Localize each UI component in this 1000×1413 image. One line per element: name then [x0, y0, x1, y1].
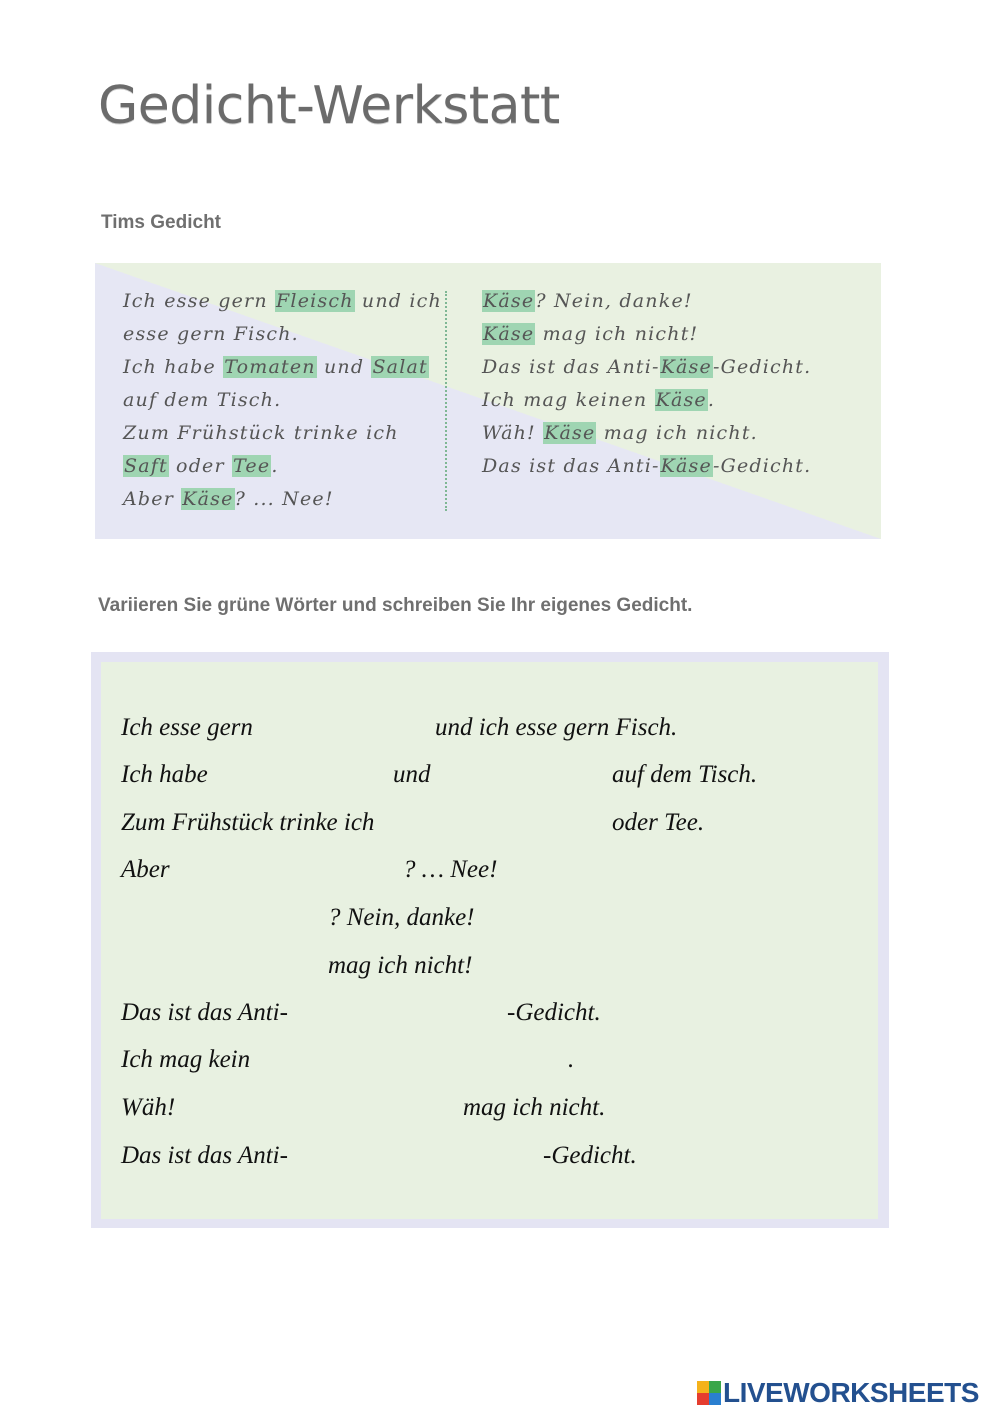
- poem-text: .: [271, 455, 279, 477]
- poem-line: [123, 351, 442, 384]
- poem-line: [482, 417, 811, 450]
- exercise-line-2-start: Ich habe: [121, 761, 208, 788]
- poem-line: [123, 483, 442, 516]
- poem-line: [482, 285, 811, 318]
- poem-text: ? ... Nee!: [234, 488, 334, 510]
- poem-text: oder: [168, 455, 233, 477]
- logo-icon-cell: [697, 1381, 709, 1393]
- logo-text: LIVEWORKSHEETS: [723, 1377, 979, 1408]
- exercise-line-4-end: ? … Nee!: [403, 856, 498, 883]
- page-title: Gedicht-Werkstatt: [98, 76, 560, 136]
- instruction-text: Variieren Sie grüne Wörter und schreiben Sie Ihr eigenes Gedicht.: [98, 595, 693, 616]
- poem-text: Ich esse gern: [123, 290, 276, 312]
- highlighted-word: Käse: [660, 356, 712, 378]
- poem-text: mag ich nicht.: [596, 422, 758, 444]
- poem-line: [482, 450, 811, 483]
- exercise-line-8-start: Ich mag kein: [121, 1046, 251, 1073]
- poem-line: [123, 318, 442, 351]
- poem-text: .: [707, 389, 716, 411]
- exercise-inner: [101, 662, 878, 1219]
- poem-text: Ich habe: [123, 356, 224, 378]
- poem-right-column: [482, 285, 811, 483]
- exercise-line-5-end: ? Nein, danke!: [328, 904, 475, 931]
- poem-line: [482, 318, 811, 351]
- poem-text: Zum Frühstück trinke ich: [123, 422, 399, 444]
- poem-text: Wäh!: [482, 422, 544, 444]
- highlighted-word: Fleisch: [276, 290, 354, 312]
- logo-icon: [697, 1381, 721, 1405]
- poem-line: [482, 351, 811, 384]
- exercise-line-1-start: Ich esse gern: [121, 714, 253, 741]
- exercise-line-9-end: mag ich nicht.: [463, 1094, 606, 1121]
- poem-line: [482, 384, 811, 417]
- poem-text: Das ist das Anti-: [482, 455, 660, 477]
- highlighted-word: Käse: [544, 422, 596, 444]
- highlighted-word: Salat: [372, 356, 428, 378]
- highlighted-word: Tee: [233, 455, 271, 477]
- exercise-line-2-mid: und: [393, 761, 431, 788]
- exercise-line-4-start: Aber: [121, 856, 170, 883]
- poem-line: [123, 450, 442, 483]
- poem-text: Das ist das Anti-: [482, 356, 660, 378]
- poem-line: [123, 417, 442, 450]
- poem-line: [123, 384, 442, 417]
- poem-text: und: [316, 356, 372, 378]
- highlighted-word: Käse: [483, 323, 535, 345]
- poem-text: Ich mag keinen: [482, 389, 655, 411]
- poem-text: esse gern Fisch.: [123, 323, 299, 345]
- poem-text: auf dem Tisch.: [123, 389, 282, 411]
- highlighted-word: Saft: [124, 455, 168, 477]
- exercise-line-3-start: Zum Frühstück trinke ich: [121, 809, 375, 836]
- poem-text: ? Nein, danke!: [535, 290, 693, 312]
- poem-text: mag ich nicht!: [535, 323, 699, 345]
- exercise-line-9-start: Wäh!: [121, 1094, 176, 1121]
- liveworksheets-logo: [697, 1376, 979, 1410]
- exercise-line-3-end: oder Tee.: [612, 809, 705, 836]
- logo-icon-cell: [709, 1381, 721, 1393]
- highlighted-word: Käse: [655, 389, 707, 411]
- logo-icon-cell: [697, 1393, 709, 1405]
- poem-text: Aber: [123, 488, 182, 510]
- highlighted-word: Käse: [660, 455, 712, 477]
- exercise-box: [91, 652, 889, 1228]
- highlighted-word: Käse: [182, 488, 234, 510]
- poem-text: -Gedicht.: [712, 455, 812, 477]
- exercise-line-10-start: Das ist das Anti-: [121, 1142, 288, 1169]
- poem-left-column: [123, 285, 442, 516]
- poem-subtitle: Tims Gedicht: [101, 212, 222, 233]
- example-poem-box: [95, 263, 881, 539]
- highlighted-word: Tomaten: [224, 356, 316, 378]
- highlighted-word: Käse: [483, 290, 535, 312]
- poem-text: und ich: [354, 290, 442, 312]
- exercise-line-7-start: Das ist das Anti-: [121, 999, 288, 1026]
- exercise-line-6-end: mag ich nicht!: [328, 952, 473, 979]
- exercise-line-10-end: -Gedicht.: [543, 1142, 637, 1169]
- exercise-line-2-end: auf dem Tisch.: [612, 761, 758, 788]
- poem-divider: [445, 291, 447, 511]
- logo-icon-cell: [709, 1393, 721, 1405]
- exercise-line-8-end: .: [568, 1046, 575, 1073]
- exercise-line-7-end: -Gedicht.: [507, 999, 601, 1026]
- poem-line: [123, 285, 442, 318]
- exercise-line-1-end: und ich esse gern Fisch.: [435, 714, 678, 741]
- poem-text: -Gedicht.: [712, 356, 812, 378]
